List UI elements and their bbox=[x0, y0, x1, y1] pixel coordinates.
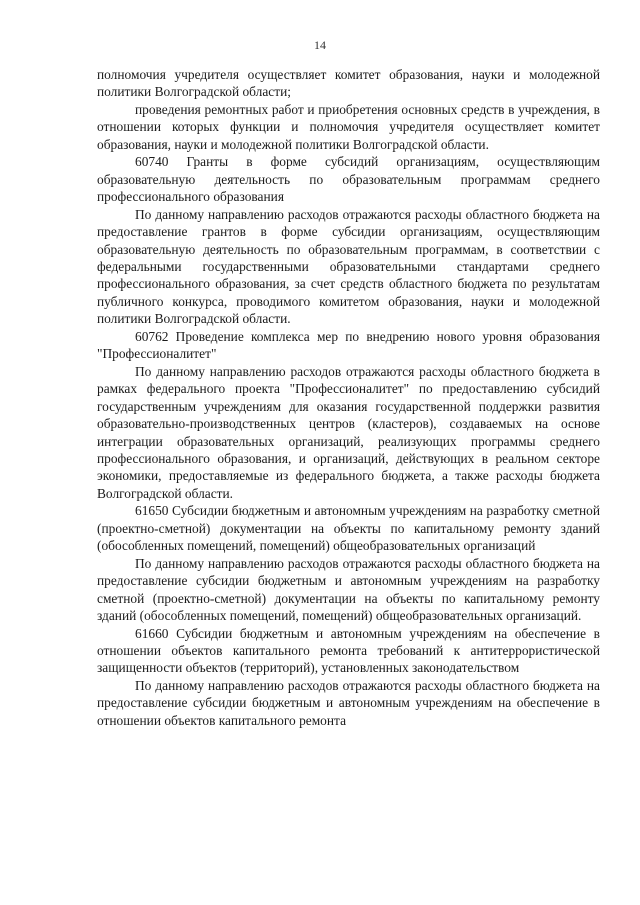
section-heading-61650: 61650 Субсидии бюджетным и автономным учреждениям на разработку сметной (проектно-сметной) документации на объекты по капитальному ремонту зданий (обособленных помещений, помещений) общеобразовательных организаций bbox=[97, 503, 600, 554]
section-heading-60740: 60740 Гранты в форме субсидий организациям, осуществляющим образовательную деятельность по образовательным программам среднего профессионального образования bbox=[97, 154, 600, 205]
section-heading-61660: 61660 Субсидии бюджетным и автономным учреждениям на обеспечение в отношении объектов капитального ремонта требований к антитеррористической защищенности объектов (территорий), установленных законодательством bbox=[97, 625, 600, 676]
paragraph-4: По данному направлению расходов отражаются расходы областного бюджета в рамках федерального проекта "Профессионалитет" по предоставлению субсидий государственным учреждениям для оказания государственной поддержки развития образовательно-производственных центров (кластеров), создаваемых на основе интеграции образовательных организаций, реализующих программы среднего профессионального образования, и организаций, действующих в реальном секторе экономики, предоставляемые из федерального бюджета, а также расходы бюджета Волгоградской области. bbox=[97, 363, 600, 501]
paragraph-1: полномочия учредителя осуществляет комитет образования, науки и молодежной политики Волгоградской области; bbox=[97, 67, 600, 100]
page-number: 14 bbox=[314, 38, 326, 52]
paragraph-6: По данному направлению расходов отражаются расходы областного бюджета на предоставление субсидии бюджетным и автономным учреждениям на обеспечение в отношении объектов капитального ремонта bbox=[97, 677, 600, 728]
paragraph-2: проведения ремонтных работ и приобретения основных средств в учреждения, в отношении которых функции и полномочия учредителя осуществляет комитет образования, науки и молодежной политики Волгоградской области. bbox=[97, 101, 600, 152]
paragraph-3: По данному направлению расходов отражаются расходы областного бюджета на предоставление грантов в форме субсидии организациям, осуществляющим образовательную деятельность по образовательным программам, в соответствии с федеральными государственными образовательными стандартами среднего профессионального образования, за счет средств областного бюджета по результатам публичного конкурса, проводимого комитетом образования, науки и молодежной политики Волгоградской области. bbox=[97, 206, 600, 327]
section-heading-60762: 60762 Проведение комплекса мер по внедрению нового уровня образования "Профессионалитет" bbox=[97, 328, 600, 362]
paragraph-5: По данному направлению расходов отражаются расходы областного бюджета на предоставление субсидии бюджетным и автономным учреждениям на разработку сметной (проектно-сметной) документации на объекты по капитальному ремонту зданий (обособленных помещений, помещений) общеобразовательных организаций. bbox=[97, 555, 600, 624]
document-body bbox=[97, 66, 600, 729]
